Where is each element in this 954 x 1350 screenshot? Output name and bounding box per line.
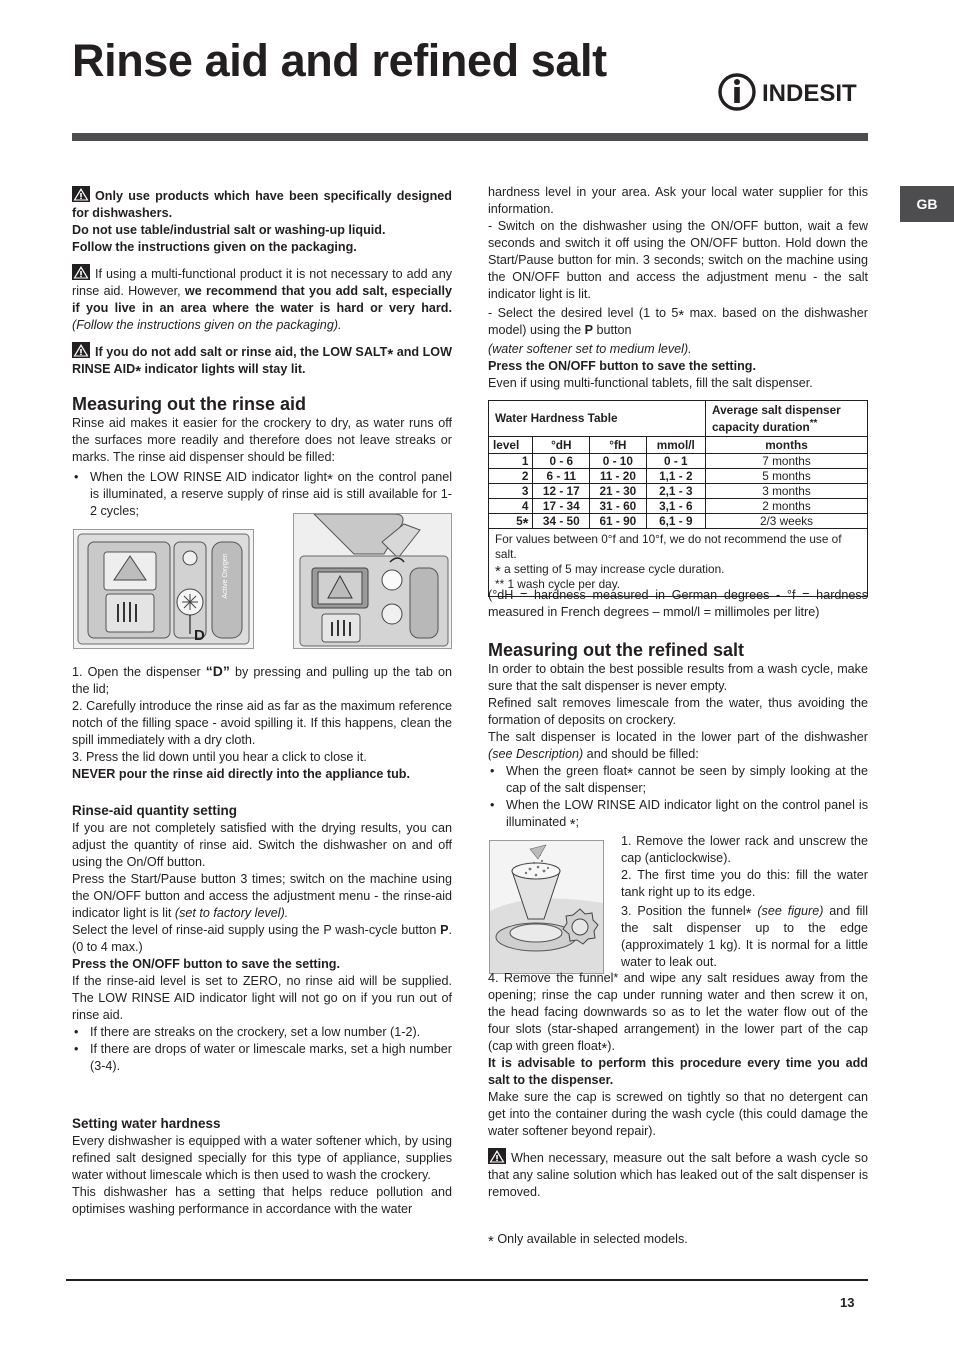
table-cell-value: 6 - 11	[546, 468, 577, 483]
table-column-header: °fH	[590, 436, 646, 453]
warning-icon	[488, 1148, 506, 1164]
step-2: 2. Carefully introduce the rinse aid as far as the maximum reference notch of the filling space - avoid spilling it. If this happens, clean the spill immediately with a dry cloth.	[72, 699, 452, 747]
rinse-li-text-1: When the LOW RINSE AID indicator light	[90, 470, 328, 484]
table-title: Water Hardness Table	[489, 401, 706, 437]
step-1-dispenser-ref: “D”	[205, 663, 230, 679]
table-cell-value: 0 - 10	[602, 453, 633, 468]
footnote-star: *	[495, 562, 501, 580]
water-hardness-table	[488, 400, 868, 597]
page-number: 13	[840, 1295, 855, 1310]
table-body	[489, 436, 868, 532]
salt-steps-beside-figure	[621, 833, 868, 971]
salt-step-2: 2. The first time you do this: fill the water tank right up to its edge.	[621, 868, 868, 899]
rinse-quantity-heading: Rinse-aid quantity setting	[72, 803, 238, 818]
footnote-star: *	[601, 1040, 608, 1057]
rinse-steps	[72, 663, 452, 1218]
table-cell-value: 2	[521, 468, 529, 483]
qty-save: Press the ON/OFF button to save the setting.	[72, 957, 340, 971]
table-header-row	[489, 436, 868, 453]
table-cell	[489, 513, 533, 532]
table-cell-value: 6,1 - 9	[659, 513, 693, 528]
footnote-star: *	[327, 471, 333, 488]
qty-list	[72, 1024, 452, 1075]
hardness-select	[488, 305, 868, 339]
list-item	[488, 797, 868, 831]
warning-indicator-lights	[72, 342, 452, 378]
figure-label-d: D	[194, 627, 205, 644]
rinse-li-text-2: on the control panel is illuminated, a reserve supply of rinse aid is still available for 1-2 cycles;	[90, 470, 453, 518]
warning-products-text: Only use products which have been specifically designed for dishwashers.	[72, 189, 452, 220]
step-1-text-a: 1. Open the dispenser	[72, 665, 206, 679]
hardness-legend: (°dH = hardness measured in German degrees - °f = hardness measured in French degrees – mmol/l = millimoles per litre)	[488, 588, 868, 619]
hardness-p1: Every dishwasher is equipped with a water softener which, by using refined salt designed specially for this type of appliance, supplies water without limescale which is then used to wash the crockery.	[72, 1134, 452, 1182]
table-cell-value: 17 - 34	[542, 498, 580, 513]
table-cell	[706, 513, 868, 528]
table-cell	[706, 498, 868, 513]
page-title: Rinse aid and refined salt	[72, 35, 607, 86]
salt-list	[488, 763, 868, 831]
footnote-star: *	[522, 514, 529, 532]
qty-p2-text: Press the Start/Pause button 3 times; switch on the machine using the ON/OFF button and access the adjustment menu - the rinse-aid indicator light is lit	[72, 872, 452, 920]
table-cell	[533, 453, 590, 468]
step-3: 3. Press the lid down until you hear a click to close it.	[72, 750, 367, 764]
salt-cap-tight: Make sure the cap is screwed on tightly so that no detergent can get into the container during the wash cycle (this could damage the water softener beyond repair).	[488, 1090, 868, 1138]
hardness-select-button: P	[584, 323, 594, 337]
table-cell-value: 3	[521, 483, 529, 498]
active-oxygen-label: Active Oxygen	[222, 553, 229, 599]
footnote-star: *	[569, 816, 576, 833]
table-cell-value: 34 - 50	[542, 513, 580, 528]
table-column-header: mmol/l	[646, 436, 705, 453]
brand-wordmark: INDESIT	[762, 80, 857, 107]
table-cell	[489, 468, 533, 483]
right-column-lower	[488, 587, 868, 831]
salt-steps-lower	[488, 970, 868, 1248]
salt-p1: In order to obtain the best possible results from a wash cycle, make sure that the salt dispenser is never empty.	[488, 662, 868, 693]
salt-step-4-close: ).	[607, 1039, 615, 1053]
table-cell	[646, 468, 705, 483]
footnote-star: *	[678, 307, 685, 324]
footer-rule	[66, 1279, 868, 1281]
table-cell-value: 4	[521, 498, 529, 513]
footnote-star: *	[488, 1233, 494, 1250]
never-pour-warning: NEVER pour the rinse aid directly into the appliance tub.	[72, 767, 410, 781]
list-item	[488, 763, 868, 797]
table-row	[489, 498, 868, 513]
table-cell	[590, 453, 646, 468]
brand-logo	[718, 70, 870, 114]
salt-funnel-figure	[489, 840, 604, 974]
warning-lights-text-1: If you do not add salt or rinse aid, the LOW SALT	[95, 345, 388, 359]
step-1	[72, 663, 452, 698]
qty-p3-range: . (0 to 4 max.)	[72, 923, 452, 954]
rinse-dispenser-figure	[73, 529, 254, 649]
hardness-save: Press the ON/OFF button to save the setting.	[488, 359, 756, 373]
table-cell-value: 5 months	[762, 468, 811, 483]
table-cell	[533, 483, 590, 498]
qty-p3-button: P	[440, 923, 449, 937]
table-note-3-text: 1 wash cycle per day.	[504, 576, 621, 591]
table-cell-value: 2 months	[762, 498, 811, 513]
list-item: • If there are drops of water or limescale marks, set a high number (3-4).	[72, 1041, 452, 1075]
hardness-select-text-c: button	[593, 323, 632, 337]
rinse-aid-intro: Rinse aid makes it easier for the crockery to dry, as water runs off the surfaces more readily and therefore does not leave streaks or marks. The rinse aid dispenser should be filled:	[72, 416, 452, 464]
warning-follow-packaging: Follow the instructions given on the packaging.	[72, 240, 357, 254]
table-cell	[489, 483, 533, 498]
table-note-2-text: a setting of 5 may increase cycle duration.	[500, 561, 725, 576]
table-cell-value: 61 - 90	[599, 513, 637, 528]
hardness-p2: This dishwasher has a setting that helps reduce pollution and optimises washing performance in accordance with the water	[72, 1185, 452, 1216]
language-tab: GB	[900, 186, 954, 222]
salt-step-3-text-b: and fill the salt dispenser up to the edge (approximately 1 kg). It is normal for a little water to leak out.	[621, 904, 869, 969]
table-cell	[706, 453, 868, 468]
hardness-default: (water softener set to medium level).	[488, 342, 692, 356]
double-star: **	[809, 418, 818, 429]
table-cell-value: 3 months	[762, 483, 811, 498]
warning-icon	[72, 186, 90, 202]
table-cell	[646, 513, 705, 528]
salt-p3-text-b: and should be filled:	[583, 747, 699, 761]
table-cell	[590, 498, 646, 513]
table-cell-value: 1	[521, 453, 529, 468]
footnote-selected-models	[488, 1231, 868, 1248]
table-cell-value: 0 - 6	[549, 453, 574, 468]
table-column-header: months	[706, 436, 868, 453]
table-cell	[533, 498, 590, 513]
hardness-table	[488, 400, 868, 597]
table-cell-value: 5	[516, 513, 523, 528]
salt-p3-text-a: The salt dispenser is located in the lower part of the dishwasher	[488, 730, 868, 744]
table-cell-value: 3,1 - 6	[659, 498, 693, 513]
list-item: • If there are streaks on the crockery, set a low number (1-2).	[72, 1024, 452, 1041]
salt-step-3-italic: (see figure)	[751, 904, 824, 918]
warning-icon	[72, 264, 90, 280]
qty-p1: If you are not completely satisfied with the drying results, you can adjust the quantity of rinse aid. Switch the dishwasher on and off using the On/Off button.	[72, 821, 452, 869]
table-cell-value: 2/3 weeks	[759, 513, 814, 528]
duration-header-text: Average salt dispenser capacity duration	[712, 403, 841, 434]
warning-multifunctional-text: If using a multi-functional product it is not necessary to add any rinse aid. However,	[72, 267, 452, 298]
table-cell-value: 12 - 17	[542, 483, 580, 498]
salt-step-4-text: 4. Remove the funnel* and wipe any salt residues away from the opening; rinse the cap under running water and then screw it on, the head facing downwards so as to let the water flow out of the four slots (star-shaped arrangement) in the lower part of the cap (cap with green float	[488, 971, 868, 1053]
salt-heading: Measuring out the refined salt	[488, 640, 745, 660]
left-column	[72, 186, 452, 520]
table-cell-value: 7 months	[762, 453, 811, 468]
salt-li2-text-b: ;	[575, 815, 580, 829]
table-cell-value: 1,1 - 2	[659, 468, 693, 483]
table-row	[489, 453, 868, 468]
table-cell	[590, 483, 646, 498]
hardness-cont: hardness level in your area. Ask your local water supplier for this information.	[488, 185, 868, 216]
header-rule	[72, 133, 868, 141]
table-cell	[533, 513, 590, 528]
rinse-aid-heading: Measuring out the rinse aid	[72, 394, 307, 414]
warning-lights-text-2: and LOW RINSE AID	[72, 345, 452, 376]
table-row	[489, 483, 868, 498]
table-duration-header	[706, 401, 868, 437]
warning-products	[72, 186, 452, 256]
rinse-fill-figure	[293, 513, 452, 649]
hardness-select-text-b: max. based on the dishwasher model) using the	[488, 306, 868, 337]
footnote-star: *	[627, 765, 633, 782]
table-cell-value: 2,1 - 3	[659, 483, 693, 498]
salt-p3-italic: (see Description)	[488, 747, 584, 761]
salt-advisable: It is advisable to perform this procedure every time you add salt to the dispenser.	[488, 1056, 868, 1087]
table-cell	[706, 483, 868, 498]
table-cell	[646, 483, 705, 498]
table-cell	[489, 453, 533, 468]
hardness-select-text-a: - Select the desired level (1 to 5	[488, 306, 679, 320]
table-cell	[489, 498, 533, 513]
table-cell-value: 21 - 30	[599, 483, 637, 498]
warning-no-table-salt: Do not use table/industrial salt or washing-up liquid.	[72, 223, 386, 237]
table-row	[489, 468, 868, 483]
table-cell-value: 11 - 20	[599, 468, 636, 483]
qty-p3-text: Select the level of rinse-aid supply using the P wash-cycle button	[72, 923, 441, 937]
table-cell	[646, 498, 705, 513]
salt-li2-text-a: When the LOW RINSE AID indicator light on the control panel is illuminated	[506, 798, 868, 829]
right-column	[488, 184, 868, 392]
table-cell	[646, 453, 705, 468]
table-note-1: For values between 0°f and 10°f, we do not recommend the use of salt.	[495, 531, 842, 561]
warning-multifunctional	[72, 264, 452, 334]
footnote-star: *	[745, 905, 752, 922]
qty-p4: If the rinse-aid level is set to ZERO, no rinse aid will be supplied. The LOW RINSE AID indicator light will not go on if you run out of rinse aid.	[72, 974, 452, 1022]
salt-warning	[488, 1148, 868, 1201]
warning-lights-text-3: indicator lights will stay lit.	[141, 362, 306, 376]
table-note-2	[495, 561, 861, 580]
step-1-text-b: by pressing and pulling up the tab on the lid;	[72, 665, 452, 696]
table-column-header: °dH	[533, 436, 590, 453]
footnote-star: *	[387, 346, 394, 363]
salt-li1-text-b: cannot be seen by simply looking at the cap of the salt dispenser;	[506, 764, 869, 795]
table-column-header: level	[489, 436, 533, 453]
salt-p2: Refined salt removes limescale from the water, thus avoiding the formation of deposits on crockery.	[488, 696, 868, 727]
footnote-text: Only available in selected models.	[493, 1232, 688, 1246]
table-cell-value: 0 - 1	[663, 453, 688, 468]
salt-warning-text: When necessary, measure out the salt before a wash cycle so that any saline solution which has leaked out of the salt dispenser is removed.	[488, 1151, 868, 1199]
water-hardness-heading: Setting water hardness	[72, 1116, 221, 1131]
qty-p2-italic: (set to factory level).	[174, 906, 289, 920]
table-cell-value: 31 - 60	[599, 498, 637, 513]
table-row	[489, 513, 868, 528]
salt-step-4	[488, 970, 868, 1055]
qty-p3	[72, 922, 452, 956]
salt-li1-text-a: When the green float	[506, 764, 628, 778]
hardness-even: Even if using multi-functional tablets, fill the salt dispenser.	[488, 376, 813, 390]
hardness-switch: - Switch on the dishwasher using the ON/OFF button, wait a few seconds and switch it off using the ON/OFF button. Hold down the Start/Pause button for min. 3 seconds; switch on the machine using the ON/OFF button and access the adjustment menu - the salt indicator light is lit.	[488, 219, 868, 301]
salt-step-1: 1. Remove the lower rack and unscrew the cap (anticlockwise).	[621, 834, 868, 865]
table-cell	[706, 468, 868, 483]
warning-multifunctional-bold: we recommend that you add salt, especially if you live in an area where the water is hard or very hard.	[72, 284, 452, 315]
qty-p2	[72, 871, 452, 922]
salt-step-3	[621, 903, 868, 971]
table-cell	[533, 468, 590, 483]
salt-step-3-text-a: 3. Position the funnel	[621, 904, 746, 918]
table-cell	[590, 468, 646, 483]
table-cell	[590, 513, 646, 528]
warning-multifunctional-italic: (Follow the instructions given on the packaging).	[72, 318, 342, 332]
salt-p3	[488, 729, 868, 763]
footnote-star: *	[135, 363, 142, 380]
warning-icon	[72, 342, 90, 358]
double-star: **	[495, 576, 505, 591]
